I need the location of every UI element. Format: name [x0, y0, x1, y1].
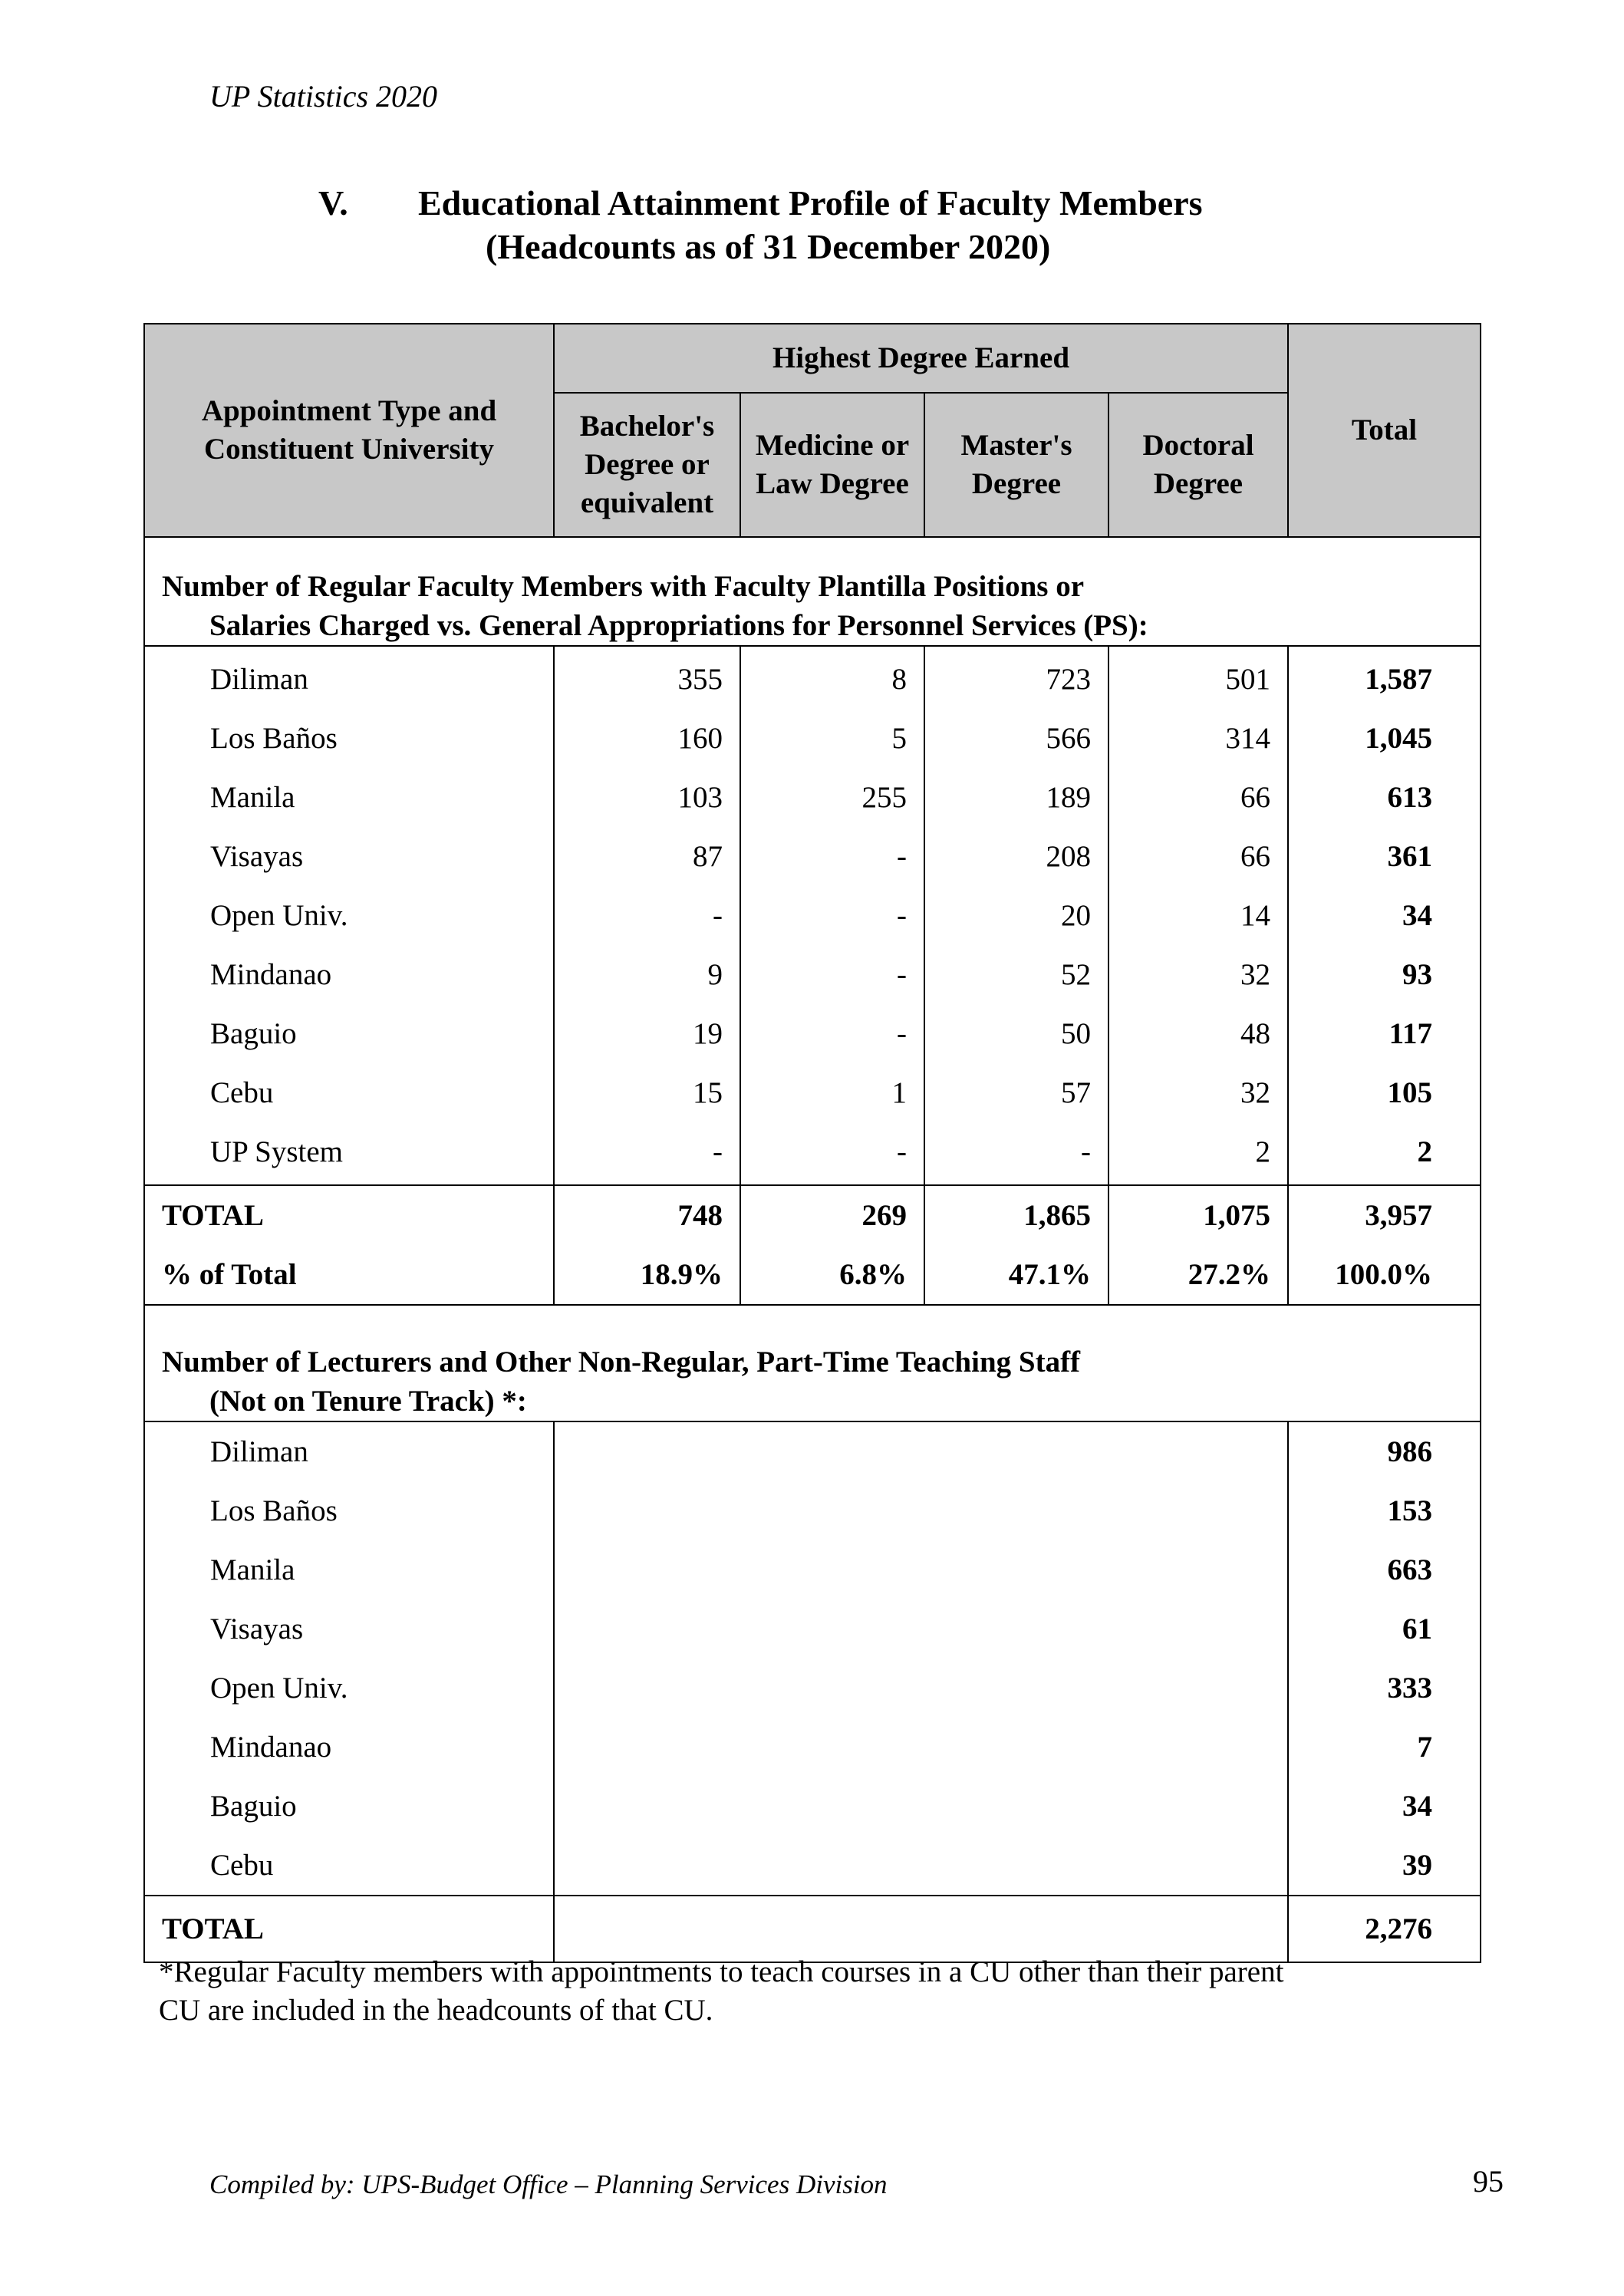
cell-doctoral: 314	[1108, 709, 1288, 768]
pct-masters: 47.1%	[924, 1245, 1108, 1305]
cell-total: 361	[1288, 827, 1481, 886]
row-label: Diliman	[144, 646, 554, 709]
row-label: Los Baños	[144, 709, 554, 768]
cell-total: 93	[1288, 945, 1481, 1004]
row-label: Cebu	[144, 1836, 554, 1896]
cell-doctoral: 2	[1108, 1122, 1288, 1185]
cell-doctoral: 14	[1108, 886, 1288, 945]
cell-masters: 208	[924, 827, 1108, 886]
row-label: Visayas	[144, 1599, 554, 1659]
cell-masters: 189	[924, 768, 1108, 827]
cell-bachelor: -	[554, 1122, 740, 1185]
cell-masters: 723	[924, 646, 1108, 709]
table-row	[144, 827, 1481, 886]
table-row	[144, 1063, 1481, 1122]
col-header-doctoral: Doctoral Degree	[1108, 393, 1288, 537]
cell-total: 1,587	[1288, 646, 1481, 709]
row-label: Baguio	[144, 1777, 554, 1836]
pct-medlaw: 6.8%	[740, 1245, 924, 1305]
blank-cell	[554, 1896, 1288, 1962]
cell-total: 986	[1288, 1421, 1481, 1481]
row-label: Cebu	[144, 1063, 554, 1122]
cell-total: 153	[1288, 1481, 1481, 1540]
cell-total: 105	[1288, 1063, 1481, 1122]
pct-bachelor: 18.9%	[554, 1245, 740, 1305]
title-line-2: (Headcounts as of 31 December 2020)	[486, 227, 1051, 266]
cell-bachelor: 9	[554, 945, 740, 1004]
cell-doctoral: 32	[1108, 1063, 1288, 1122]
section1-pct-row	[144, 1245, 1481, 1305]
table-row	[144, 945, 1481, 1004]
total-bachelor: 748	[554, 1185, 740, 1245]
footnote	[159, 1953, 1463, 2030]
table-row	[144, 1122, 1481, 1185]
title-line-1	[318, 183, 1203, 223]
cell-masters: 50	[924, 1004, 1108, 1063]
cell-doctoral: 66	[1108, 827, 1288, 886]
cell-medlaw: 1	[740, 1063, 924, 1122]
row-label: Mindanao	[144, 1718, 554, 1777]
cell-medlaw: -	[740, 827, 924, 886]
footnote-line-2: CU are included in the headcounts of that CU.	[159, 1994, 713, 2027]
cell-medlaw: -	[740, 1004, 924, 1063]
section2-total-row	[144, 1896, 1481, 1962]
footer-compiled-by: Compiled by: UPS-Budget Office – Planning Services Division	[209, 2169, 888, 2199]
group-header: Highest Degree Earned	[554, 324, 1288, 393]
cell-medlaw: 255	[740, 768, 924, 827]
cell-bachelor: 160	[554, 709, 740, 768]
blank-cell	[554, 1421, 1288, 1896]
row-label: TOTAL	[144, 1896, 554, 1962]
running-head: UP Statistics 2020	[209, 79, 438, 114]
footnote-line-1: *Regular Faculty members with appointments to teach courses in a CU other than their parent	[159, 1955, 1284, 1988]
row-label: Baguio	[144, 1004, 554, 1063]
header-row-label: Appointment Type and Constituent University	[144, 324, 554, 537]
cell-total: 61	[1288, 1599, 1481, 1659]
section1-total-row	[144, 1185, 1481, 1245]
cell-masters: 20	[924, 886, 1108, 945]
faculty-attainment-table	[143, 323, 1481, 1963]
row-label: % of Total	[144, 1245, 554, 1305]
cell-doctoral: 48	[1108, 1004, 1288, 1063]
cell-bachelor: 19	[554, 1004, 740, 1063]
pct-doctoral: 27.2%	[1108, 1245, 1288, 1305]
title-text: Educational Attainment Profile of Faculty Members	[418, 183, 1203, 222]
cell-bachelor: -	[554, 886, 740, 945]
cell-total: 39	[1288, 1836, 1481, 1896]
cell-masters: 566	[924, 709, 1108, 768]
section2-grand-total: 2,276	[1288, 1896, 1481, 1962]
total-masters: 1,865	[924, 1185, 1108, 1245]
cell-medlaw: 8	[740, 646, 924, 709]
cell-total: 613	[1288, 768, 1481, 827]
cell-masters: -	[924, 1122, 1108, 1185]
cell-bachelor: 355	[554, 646, 740, 709]
cell-total: 7	[1288, 1718, 1481, 1777]
row-label: Open Univ.	[144, 1659, 554, 1718]
total-total: 3,957	[1288, 1185, 1481, 1245]
cell-medlaw: -	[740, 945, 924, 1004]
col-header-masters: Master's Degree	[924, 393, 1108, 537]
cell-doctoral: 66	[1108, 768, 1288, 827]
cell-total: 333	[1288, 1659, 1481, 1718]
cell-total: 34	[1288, 1777, 1481, 1836]
cell-doctoral: 501	[1108, 646, 1288, 709]
cell-bachelor: 15	[554, 1063, 740, 1122]
cell-medlaw: -	[740, 886, 924, 945]
cell-masters: 52	[924, 945, 1108, 1004]
row-label: Diliman	[144, 1421, 554, 1481]
row-label: Visayas	[144, 827, 554, 886]
cell-total: 663	[1288, 1540, 1481, 1599]
cell-medlaw: -	[740, 1122, 924, 1185]
section1-rows	[144, 646, 1481, 1185]
col-header-medlaw: Medicine or Law Degree	[740, 393, 924, 537]
cell-bachelor: 87	[554, 827, 740, 886]
table-row	[144, 709, 1481, 768]
table-row	[144, 646, 1481, 709]
table-row	[144, 768, 1481, 827]
cell-medlaw: 5	[740, 709, 924, 768]
section2-rows	[144, 1421, 1481, 1896]
table-row	[144, 886, 1481, 945]
pct-total: 100.0%	[1288, 1245, 1481, 1305]
cell-total: 117	[1288, 1004, 1481, 1063]
total-doctoral: 1,075	[1108, 1185, 1288, 1245]
total-header: Total	[1288, 324, 1481, 537]
cell-doctoral: 32	[1108, 945, 1288, 1004]
row-label: Manila	[144, 768, 554, 827]
col-header-bachelor: Bachelor's Degree or equivalent	[554, 393, 740, 537]
row-label: Manila	[144, 1540, 554, 1599]
table-row	[144, 1421, 1481, 1481]
total-medlaw: 269	[740, 1185, 924, 1245]
cell-bachelor: 103	[554, 768, 740, 827]
row-label: UP System	[144, 1122, 554, 1185]
section-number: V.	[318, 183, 348, 222]
row-label: TOTAL	[144, 1185, 554, 1245]
row-label: Los Baños	[144, 1481, 554, 1540]
cell-masters: 57	[924, 1063, 1108, 1122]
section1-title: Number of Regular Faculty Members with Faculty Plantilla Positions or Salaries Charged vs. General Appropriations for Personnel Services (PS):	[144, 537, 1481, 646]
table-row	[144, 1004, 1481, 1063]
row-label: Mindanao	[144, 945, 554, 1004]
cell-total: 2	[1288, 1122, 1481, 1185]
section2-title: Number of Lecturers and Other Non-Regular, Part-Time Teaching Staff (Not on Tenure Track) *:	[144, 1305, 1481, 1421]
cell-total: 1,045	[1288, 709, 1481, 768]
page-number: 95	[1473, 2164, 1504, 2199]
row-label: Open Univ.	[144, 886, 554, 945]
cell-total: 34	[1288, 886, 1481, 945]
